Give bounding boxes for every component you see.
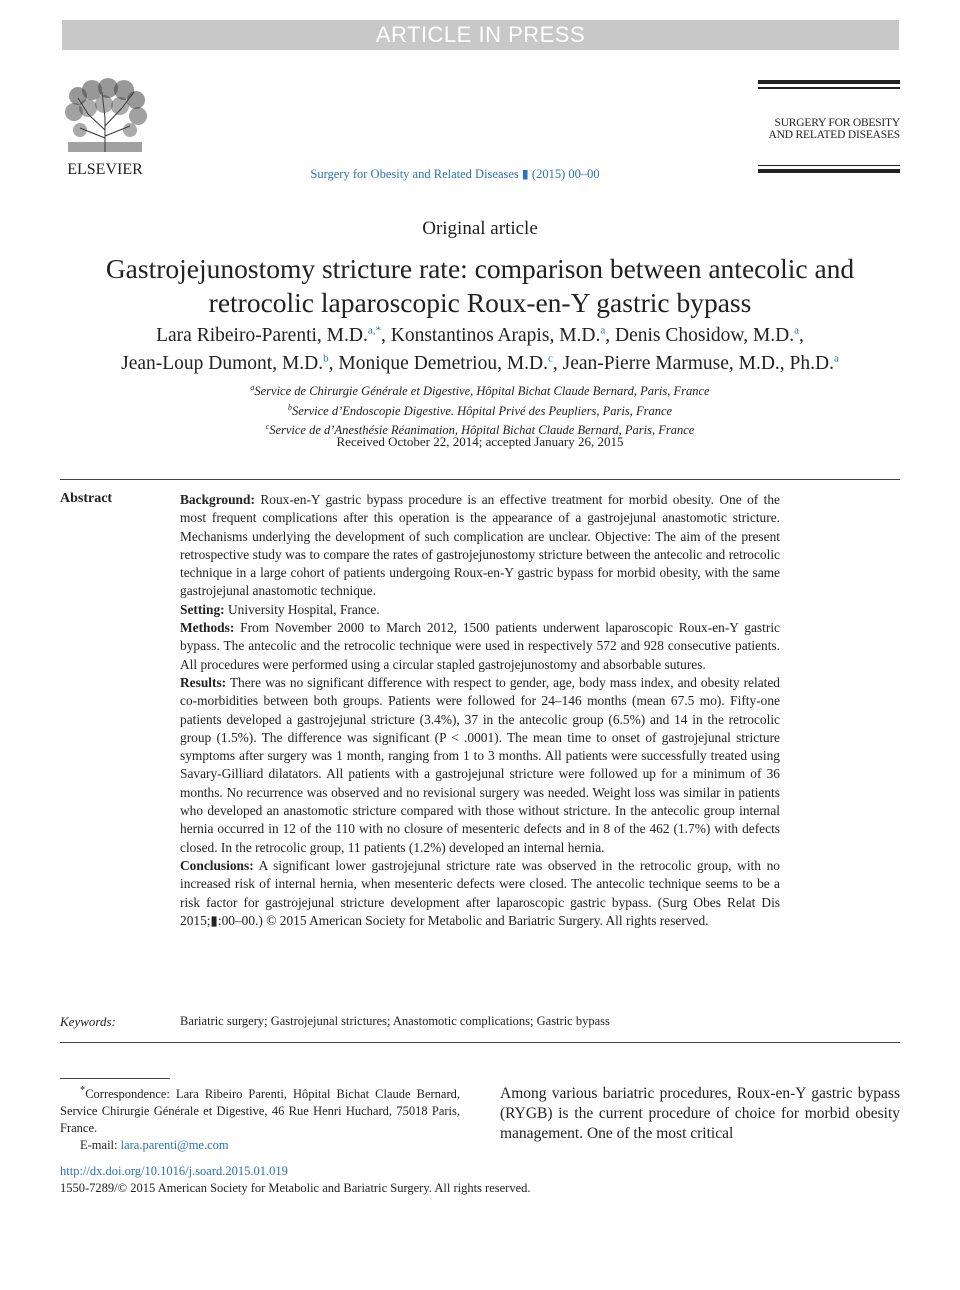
abstract-bottom-rule: [60, 1042, 900, 1043]
keywords-label: Keywords:: [60, 1014, 116, 1029]
abstract-results: Results: There was no significant difference with respect to gender, age, body mass index, and obesity related co-morbidities between both groups. Patients were followed for 24–146 months (mean 67.5 mo). Fifty-one patients developed a gastrojejunal stricture (3.4%), 37 in the antecolic group (6.5%) and 14 in the retrocolic group (1.5%). The difference was significant (P < .0001). The mean time to onset of gastrojejunal stricture symptoms after surgery was 1 month, ranging from 1 to 3 months. All patients were successfully treated using Savary-Gilliard dilatators. All patients with a gastrojejunal stricture were followed up for a minimum of 36 months. No recurrence was observed and no revisional surgery was needed. Weight loss was similar in patients who developed an anastomotic stricture compared with those without stricture. In the antecolic group internal hernia occurred in 12 of the 110 with no closure of mesenteric defects and in 8 of the 462 (1.7%) with defects closed. In the retrocolic group, 11 patients (1.2%) developed an internal hernia.: [180, 674, 780, 855]
journal-masthead: [758, 80, 900, 173]
title-line-1: Gastrojejunostomy stricture rate: comparison between antecolic and: [105, 253, 855, 284]
affiliation-c: $^c$Service de d’Anesthésie Réanimation, Hôpital Bichat Claude Bernard, Paris, France: [265, 422, 695, 438]
footnote-marker: *: [80, 1085, 86, 1096]
author-name: Jean-Pierre Marmuse, M.D., Ph.D.: [562, 353, 834, 374]
affiliations: [60, 380, 900, 439]
author-name: Konstantinos Arapis, M.D.: [390, 325, 601, 346]
abstract-conclusions: Conclusions: A significant lower gastrojejunal stricture rate was observed in the retrocolic group, with no increased risk of internal hernia, when mesenteric defects were closed. The antecolic technique seems to be a risk factor for gastrojejunal stricture development after laparoscopic gastric bypass. (Surg Obes Relat Dis 2015;▮:00–00.) © 2015 American Society for Metabolic and Bariatric Surgery. All rights reserved.: [180, 857, 780, 928]
masthead-rule-bottom: [758, 169, 900, 173]
author-name: Jean-Loup Dumont, M.D.: [121, 353, 324, 374]
author-line-2: Jean-Loup Dumont, M.D.$^b$, Monique Demetriou, M.D.$^c$, Jean-Pierre Marmuse, M.D., Ph.D.$^a$: [121, 352, 839, 374]
keywords-list: Bariatric surgery; Gastrojejunal strictures; Anastomotic complications; Gastric bypass: [180, 1014, 610, 1028]
author-affil-sup[interactable]: a: [794, 324, 800, 337]
correspondence-footnote: [60, 1082, 460, 1154]
affiliation-b: $^b$Service d’Endoscopie Digestive. Hôpital Privé des Peupliers, Paris, France: [287, 402, 673, 418]
masthead-rule-bottom-thin: [758, 165, 900, 167]
email-label: E-mail:: [80, 1138, 121, 1153]
author-line-1: Lara Ribeiro-Parenti, M.D.$^{a,*}$, Konstantinos Arapis, M.D.$^a$, Denis Chosidow, M.D.$^a$,: [156, 324, 804, 346]
abstract-top-rule: [60, 479, 900, 480]
title-line-2: retrocolic laparoscopic Roux-en-Y gastric bypass: [208, 287, 752, 318]
masthead-line2: AND RELATED DISEASES: [768, 128, 900, 141]
elsevier-logo: [58, 78, 152, 178]
article-title: [60, 252, 900, 320]
affiliation-a: $^a$Service de Chirurgie Générale et Digestive, Hôpital Bichat Claude Bernard, Paris, France: [250, 383, 710, 399]
received-accepted-dates: Received October 22, 2014; accepted January 26, 2015: [336, 434, 624, 449]
article-type: Original article: [422, 218, 538, 239]
author-affil-sup[interactable]: a: [833, 352, 839, 365]
footnote-rule: [60, 1078, 170, 1079]
abstract-body: [180, 491, 780, 930]
email-link[interactable]: lara.parenti@me.com: [120, 1138, 229, 1153]
author-affil-sup[interactable]: a,*: [367, 324, 381, 337]
correspondence-text: Correspondence: Lara Ribeiro Parenti, Hôpital Bichat Claude Bernard, Service Chirurgie Générale et Digestive, 46 Rue Henri Huchard, 75018 Paris, France.: [60, 1087, 460, 1136]
author-name: Monique Demetriou, M.D.: [338, 353, 549, 374]
abstract-setting: Setting: University Hospital, France.: [180, 601, 380, 617]
masthead-line1: SURGERY FOR OBESITY: [774, 116, 900, 129]
journal-citation-link[interactable]: Surgery for Obesity and Related Diseases ▮ (2015) 00–00: [310, 167, 600, 181]
author-name: Lara Ribeiro-Parenti, M.D.: [156, 325, 368, 346]
copyright-line: 1550-7289/© 2015 American Society for Metabolic and Bariatric Surgery. All rights reserved.: [60, 1181, 531, 1195]
author-affil-sup[interactable]: c: [548, 352, 553, 365]
elsevier-logo-text: ELSEVIER: [67, 161, 143, 178]
abstract-background: Background: Roux-en-Y gastric bypass procedure is an effective treatment for morbid obesity. One of the most frequent complications after this operation is the appearance of a gastrojejunal anastomotic stricture. Mechanisms underlying the development of such complication are unclear. Objective: The aim of the present retrospective study was to compare the rates of gastrojejunostomy stricture between the antecolic and retrocolic technique in a large cohort of patients undergoing Roux-en-Y gastric bypass for morbid obesity, with the same gastrojejunal anastomotic technique.: [180, 492, 780, 599]
elsevier-tree-icon: [58, 78, 152, 178]
introduction-paragraph: Among various bariatric procedures, Roux-en-Y gastric bypass (RYGB) is the current procedure of choice for morbid obesity management. One of the most critical: [500, 1085, 900, 1142]
doi-link[interactable]: http://dx.doi.org/10.1016/j.soard.2015.01.019: [60, 1164, 288, 1178]
masthead-rule-top: [758, 80, 900, 84]
author-name: Denis Chosidow, M.D.: [615, 325, 795, 346]
author-affil-sup[interactable]: b: [323, 352, 329, 365]
abstract-methods: Methods: From November 2000 to March 2012, 1500 patients underwent laparoscopic Roux-en-Y gastric bypass. The antecolic and the retrocolic technique were used in respectively 572 and 928 consecutive patients. All procedures were performed using a circular stapled gastrojejunostomy and absorbable sutures.: [180, 620, 780, 672]
abstract-label: Abstract: [60, 491, 113, 506]
masthead-title: [758, 117, 900, 141]
author-list: [60, 322, 900, 378]
masthead-rule-top-thin: [758, 87, 900, 89]
author-affil-sup[interactable]: a: [600, 324, 606, 337]
article-in-press-banner: ARTICLE IN PRESS: [62, 20, 899, 50]
